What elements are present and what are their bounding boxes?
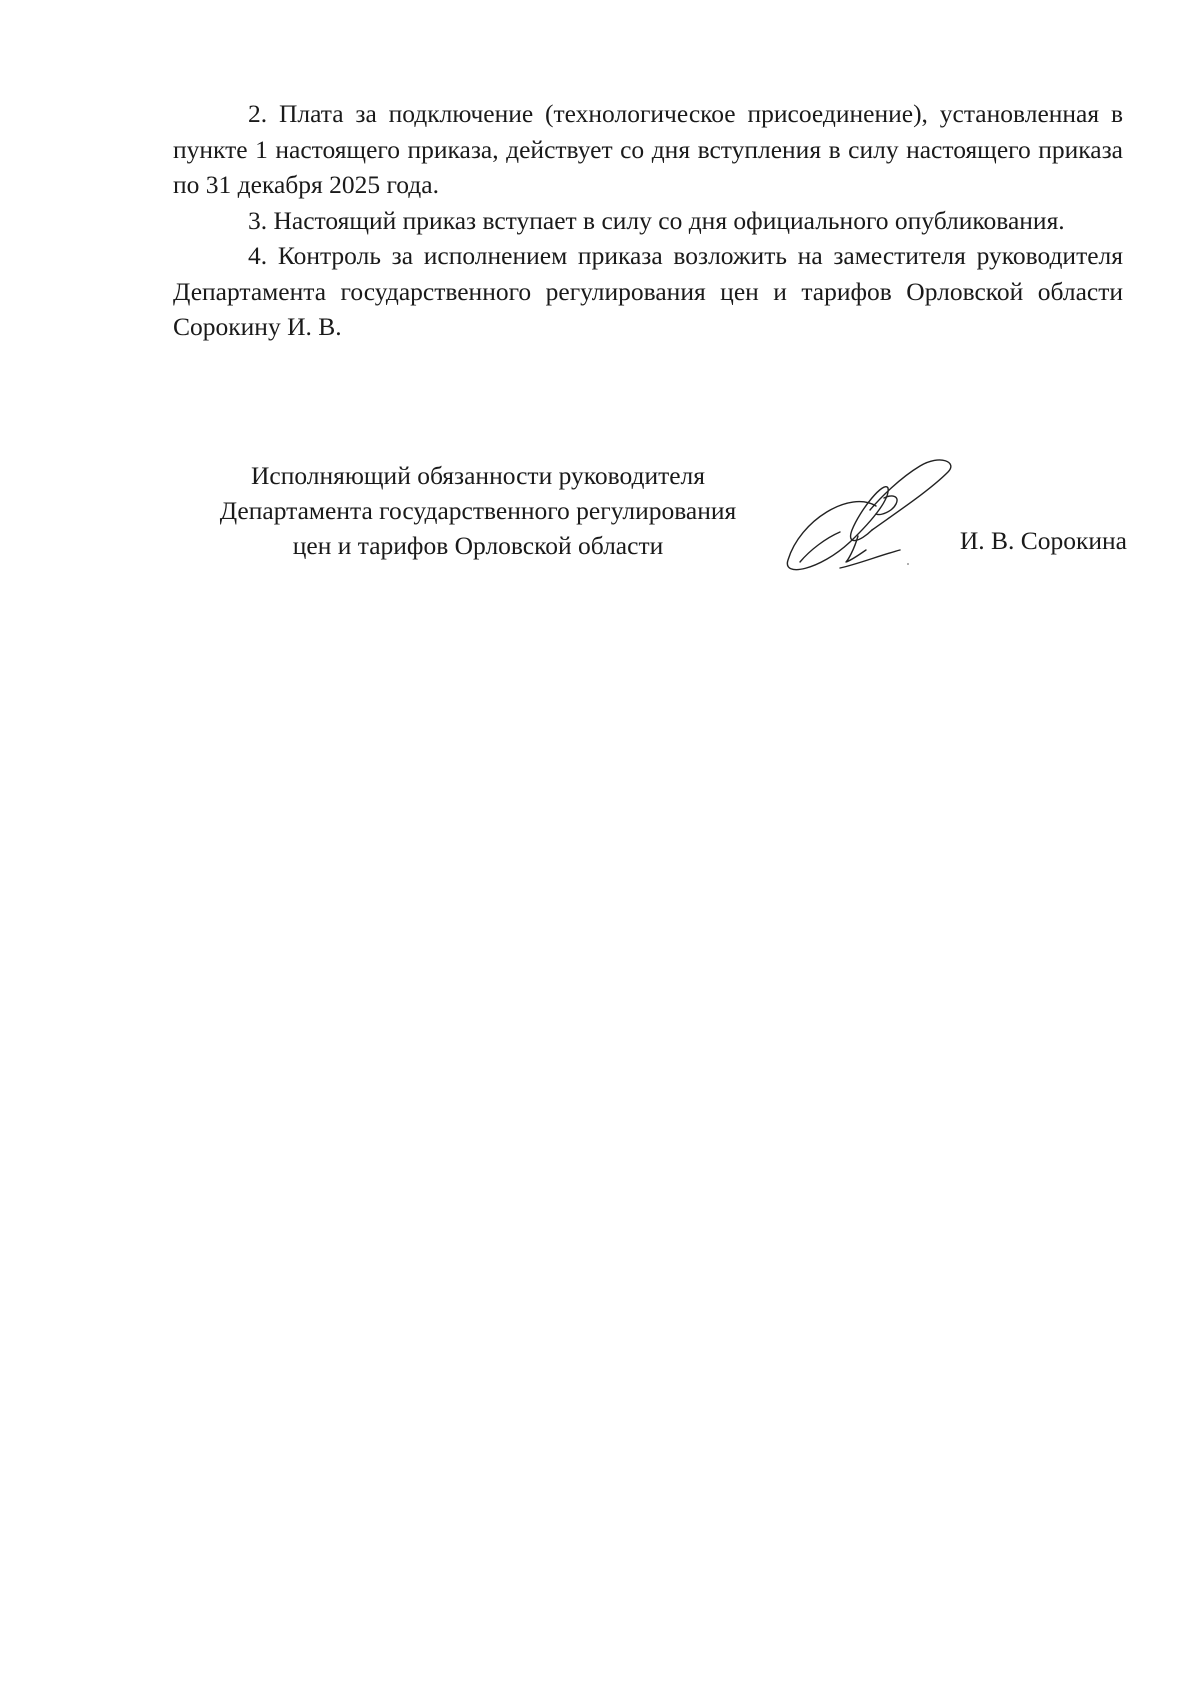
paragraph-2: 2. Плата за подключение (технологическое присоединение), установленная в пункте 1 настоящего приказа, действует со дня вступления в силу настоящего приказа по 31 декабря 2025 года. <box>173 99 1123 199</box>
paragraph-3: 3. Настоящий приказ вступает в силу со дня официального опубликования. <box>248 205 1065 235</box>
handwritten-signature-icon <box>780 450 980 580</box>
signatory-title-line: Исполняющий обязанности руководителя <box>250 461 706 490</box>
signature-block <box>0 458 1200 598</box>
signatory-title-line: Департамента государственного регулирования <box>219 496 737 525</box>
paragraph-4: 4. Контроль за исполнением приказа возложить на заместителя руководителя Департамента государственного регулирования цен и тарифов Орловской области Сорокину И. В. <box>173 241 1123 341</box>
signatory-name: И. В. Сорокина <box>959 526 1127 555</box>
signatory-title <box>158 458 798 563</box>
document-body <box>173 96 1123 345</box>
signatory-title-line: цен и тарифов Орловской области <box>292 531 664 560</box>
